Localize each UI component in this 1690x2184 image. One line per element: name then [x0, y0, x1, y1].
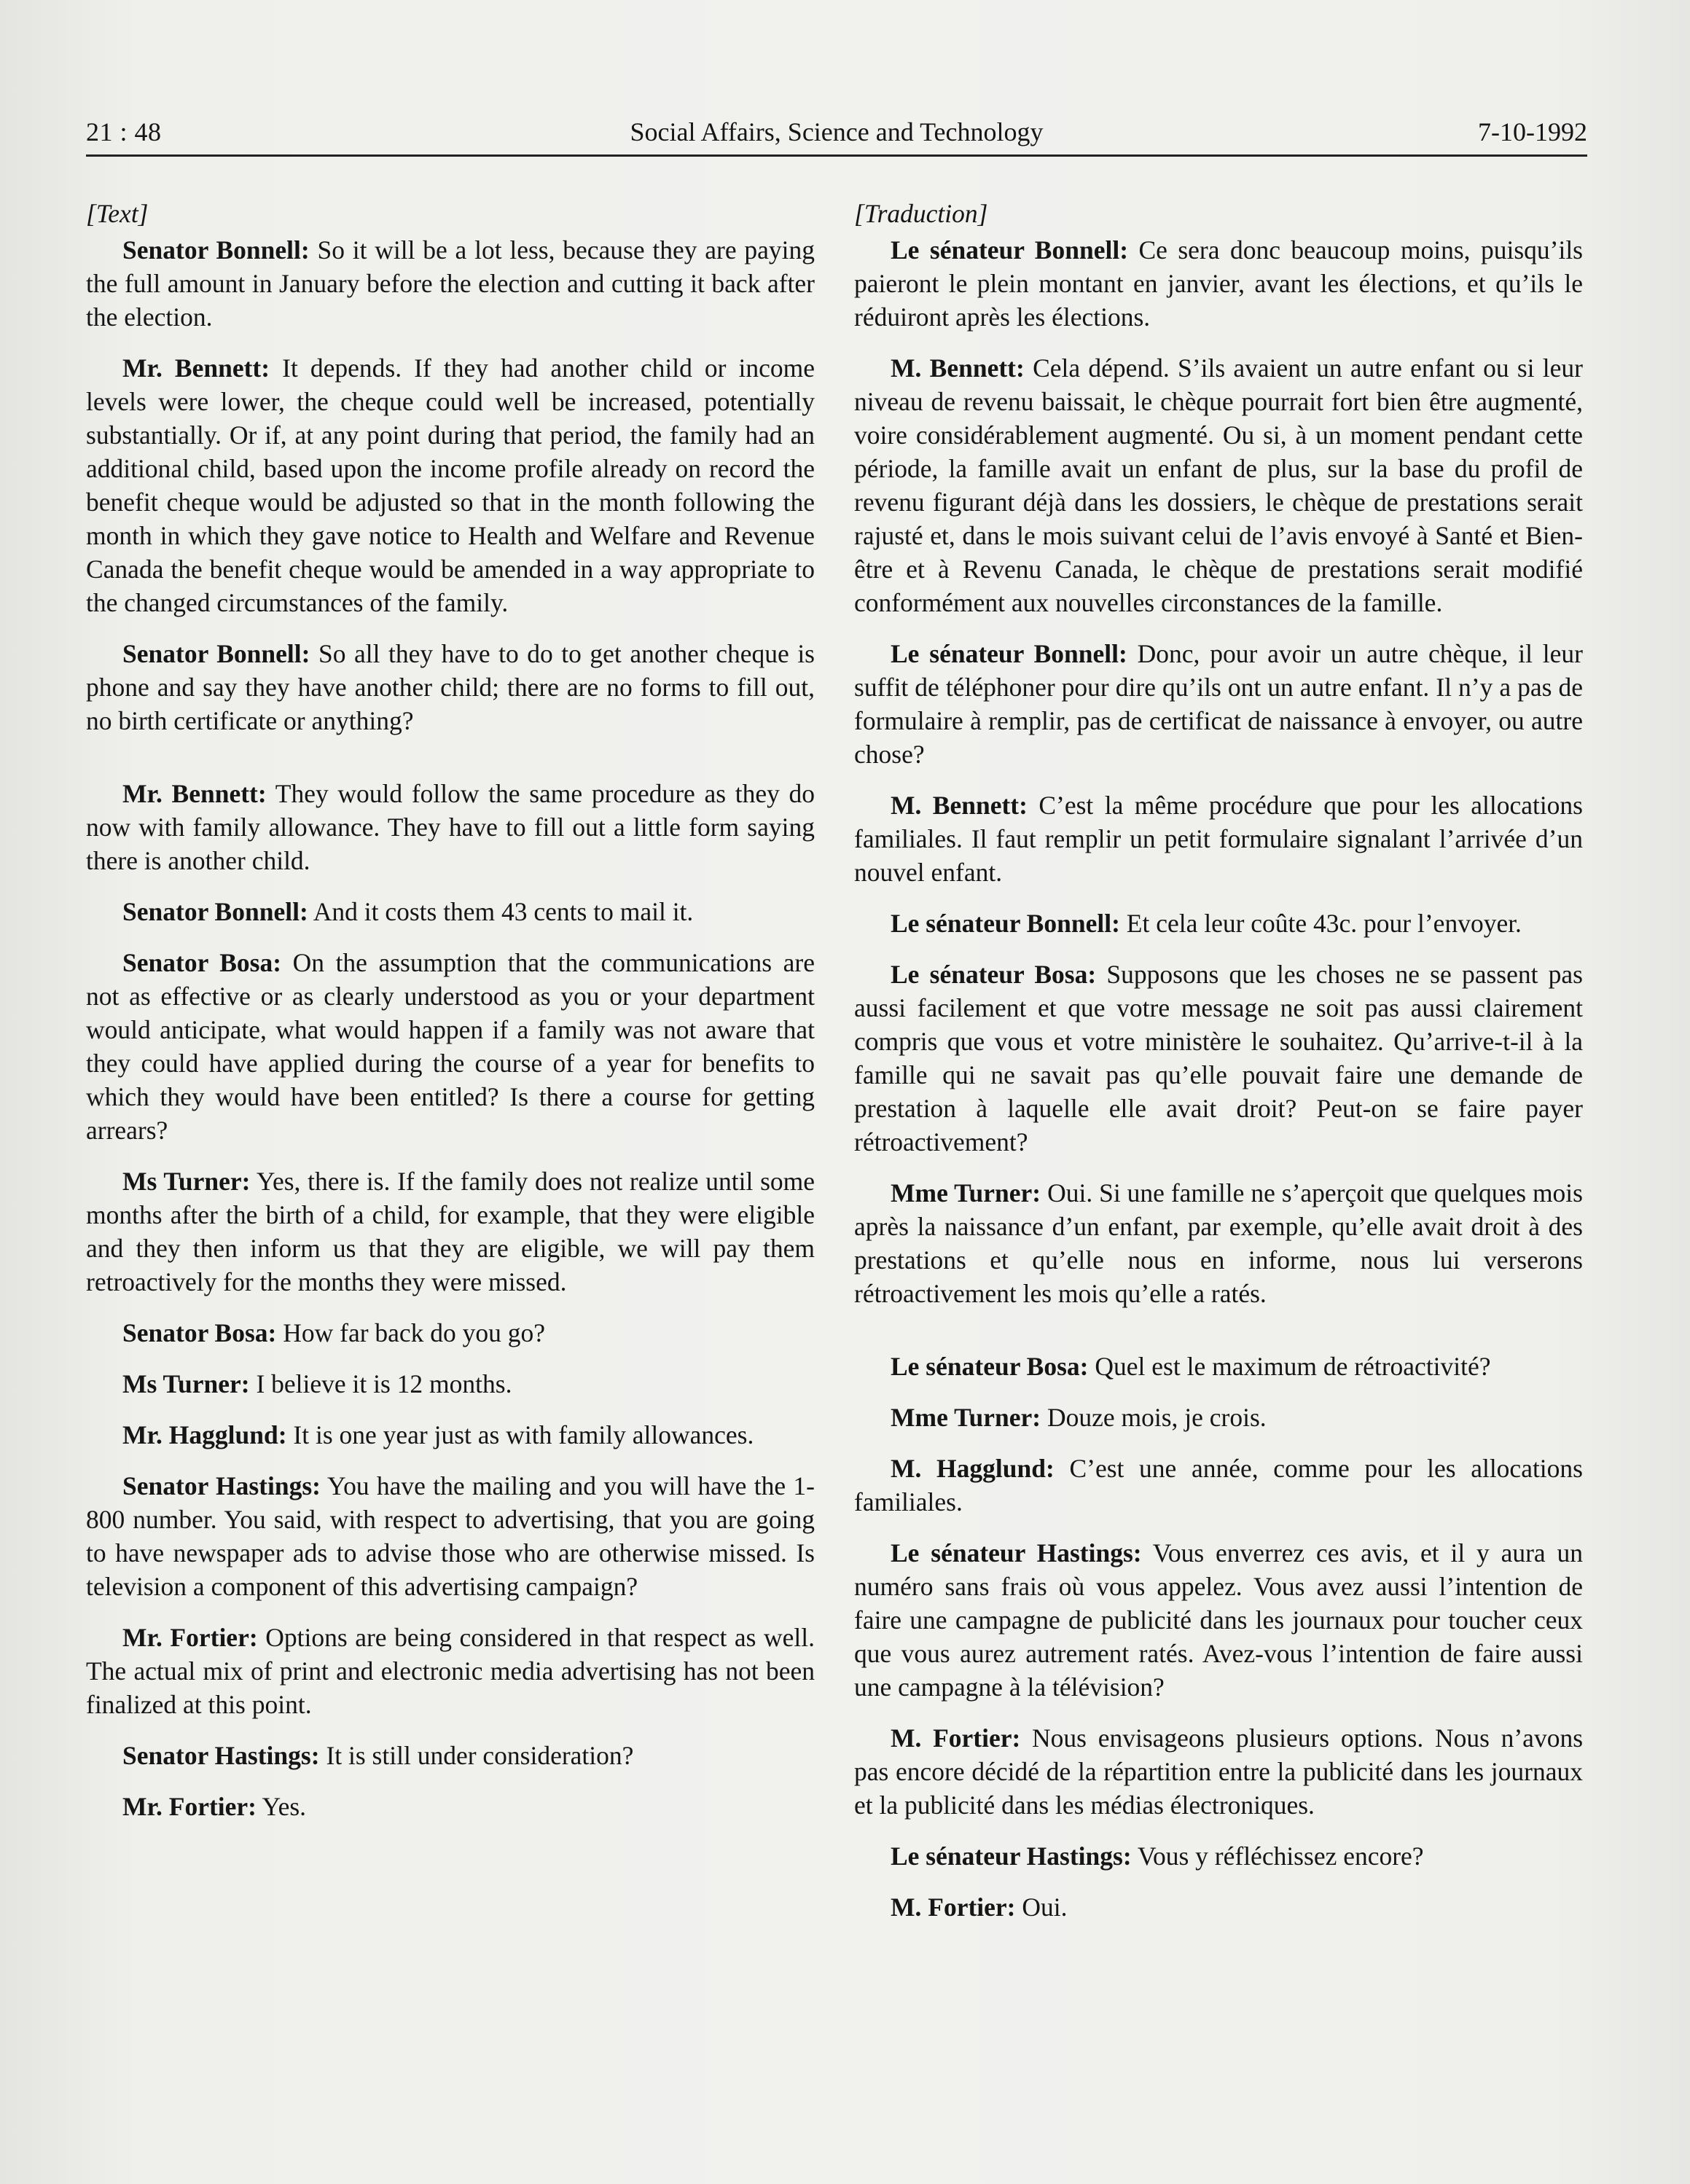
transcript-paragraph — [854, 1890, 1583, 1924]
speech-text: Cela dépend. S’ils avaient un autre enfant ou si leur niveau de revenu baissait, le chèque pourrait fort bien être augmenté, voire considérablement augmenté. Ou si, à un moment pendant cette période, la famille avait un enfant de plus, sur la base du profil de revenu figurant déjà dans les dossiers, le chèque de prestations serait rajusté et, dans le mois suivant celui de l’avis envoyé à Santé et Bien-être et à Revenu Canada, le chèque de prestations serait modifié conformément aux nouvelles circonstances de la famille. — [854, 353, 1584, 617]
speech-text: Oui. Si une famille ne s’aperçoit que quelques mois après la naissance d’un enfant, par exemple, qu’elle avait droit à des prestations et qu’elle nous en informe, nous lui verserons rétroactivement les mois qu’elle a ratés. — [854, 1178, 1583, 1308]
speaker-name: M. Bennett: — [891, 353, 1025, 383]
page-date: 7-10-1992 — [1478, 117, 1587, 146]
transcript-paragraph — [854, 1452, 1583, 1519]
speaker-name: Mme Turner: — [891, 1403, 1041, 1432]
header-rule — [86, 154, 1587, 157]
speech-text: Options are being considered in that respect as well. The actual mix of print and electronic media advertising has not been finalized at this point. — [86, 1623, 815, 1719]
speaker-name: Senator Hastings: — [122, 1471, 321, 1500]
speaker-name: M. Bennett: — [891, 791, 1028, 820]
speaker-name: Senator Bonnell: — [122, 639, 310, 668]
speaker-name: M. Hagglund: — [891, 1454, 1055, 1483]
speech-text: Yes. — [262, 1792, 307, 1821]
speech-text: Yes, there is. If the family does not realize until some months after the birth of a child, for example, that they were eligible and they then inform us that they are eligible, we will pay them retroactively for the months they were missed. — [86, 1167, 815, 1296]
transcript-paragraph — [86, 1165, 815, 1299]
transcript-paragraph — [854, 351, 1583, 619]
speaker-name: Le sénateur Bonnell: — [891, 639, 1127, 668]
page-header — [86, 117, 1587, 160]
speaker-name: Senator Bonnell: — [122, 897, 308, 926]
speaker-name: Le sénateur Bosa: — [891, 1352, 1089, 1381]
speaker-name: M. Fortier: — [891, 1723, 1021, 1753]
transcript-paragraph — [86, 946, 815, 1147]
column-tag: [Traduction] — [854, 199, 988, 228]
speaker-name: Ms Turner: — [122, 1167, 251, 1196]
transcript-paragraph — [854, 907, 1583, 940]
transcript-paragraph — [854, 1350, 1583, 1383]
transcript-paragraph — [86, 1790, 815, 1823]
speaker-name: Ms Turner: — [122, 1369, 250, 1398]
transcript-paragraph — [86, 1316, 815, 1350]
speaker-name: Le sénateur Hastings: — [891, 1538, 1142, 1567]
speech-text: Quel est le maximum de rétroactivité? — [1095, 1352, 1491, 1381]
transcript-paragraph — [86, 233, 815, 334]
speech-text: It depends. If they had another child or income levels were lower, the cheque could well be increased, potentially substantially. Or if, at any point during that period, the family had an additional child, based upon the income profile already on record the benefit cheque would be adjusted so that in the month following the month in which they gave notice to Health and Welfare and Revenue Canada the benefit cheque would be amended in a way appropriate to the changed circumstances of the family. — [86, 353, 815, 617]
speech-text: Donc, pour avoir un autre chèque, il leur suffit de téléphoner pour dire qu’ils ont un autre enfant. Il n’y a pas de formulaire à remplir, pas de certificat de naissance à envoyer, ou autre chose? — [854, 639, 1583, 769]
column-tag: [Text] — [86, 199, 149, 228]
speaker-name: Mme Turner: — [891, 1178, 1041, 1208]
speaker-name: Mr. Bennett: — [122, 779, 267, 808]
speech-text: Douze mois, je crois. — [1047, 1403, 1267, 1432]
speaker-name: Senator Bosa: — [122, 948, 282, 977]
paragraph-spacer — [86, 755, 815, 777]
transcript-paragraph — [854, 1536, 1583, 1704]
transcript-paragraph — [86, 1739, 815, 1772]
speech-text: Supposons que les choses ne se passent pas aussi facilement et que votre message ne soit pas aussi clairement compris que vous et votre ministère le souhaitez. Qu’arrive-t-il à la famille qui ne savait pas qu’elle pouvait faire une demande de prestation à laquelle elle avait droit? Peut-on se faire payer rétroactivement? — [854, 960, 1583, 1156]
speech-text: So all they have to do to get another cheque is phone and say they have another child; there are no forms to fill out, no birth certificate or anything? — [86, 639, 815, 735]
french-column — [854, 197, 1583, 1941]
speaker-name: Mr. Hagglund: — [122, 1420, 287, 1449]
transcript-paragraph — [86, 777, 815, 877]
page-title: Social Affairs, Science and Technology — [630, 117, 1044, 146]
speaker-name: Senator Hastings: — [122, 1741, 320, 1770]
speech-text: On the assumption that the communications are not as effective or as clearly understood as you or your department would anticipate, what would happen if a family was not aware that they could have applied during the course of a year for benefits to which they would have been entitled? Is there a course for getting arrears? — [86, 948, 815, 1145]
transcript-paragraph — [854, 637, 1583, 771]
transcript-paragraph — [854, 788, 1583, 889]
speaker-name: Le sénateur Bonnell: — [891, 235, 1129, 265]
speech-text: It is still under consideration? — [326, 1741, 634, 1770]
speech-text: Vous y réfléchissez encore? — [1137, 1841, 1424, 1871]
transcript-paragraph — [854, 1401, 1583, 1434]
transcript-paragraph — [854, 1839, 1583, 1873]
transcript-paragraph — [86, 351, 815, 619]
transcript-paragraph — [854, 1176, 1583, 1310]
speech-text: C’est la même procédure que pour les allocations familiales. Il faut remplir un petit formulaire signalant l’arrivée d’un nouvel enfant. — [854, 791, 1583, 887]
transcript-paragraph — [86, 1367, 815, 1401]
speech-text: I believe it is 12 months. — [256, 1369, 512, 1398]
speaker-name: Le sénateur Hastings: — [891, 1841, 1132, 1871]
speaker-name: Mr. Bennett: — [122, 353, 270, 383]
transcript-paragraph — [86, 1621, 815, 1721]
transcript-paragraph — [854, 1721, 1583, 1822]
transcript-paragraph — [854, 233, 1583, 334]
speech-text: And it costs them 43 cents to mail it. — [313, 897, 694, 926]
speaker-name: Le sénateur Bosa: — [891, 960, 1097, 989]
speech-text: Et cela leur coûte 43c. pour l’envoyer. — [1126, 909, 1522, 938]
page-number: 21 : 48 — [86, 117, 162, 146]
transcript-paragraph — [86, 1418, 815, 1452]
speech-text: Ce sera donc beaucoup moins, puisqu’ils paieront le plein montant en janvier, avant les élections, et qu’ils le réduiront après les élections. — [854, 235, 1583, 332]
speech-text: You have the mailing and you will have the 1-800 number. You said, with respect to advertising, that you are going to have newspaper ads to advise those who are otherwise missed. Is television a component of this advertising campaign? — [86, 1471, 815, 1601]
speech-text: Vous enverrez ces avis, et il y aura un numéro sans frais où vous appelez. Vous avez aussi l’intention de faire une campagne de publicité dans les journaux pour toucher ceux que vous aurez autrement ratés. Avez-vous l’intention de faire aussi une campagne à la télévision? — [854, 1538, 1583, 1702]
transcript-paragraph — [86, 637, 815, 737]
speech-text: Nous envisageons plusieurs options. Nous n’avons pas encore décidé de la répartition entre la publicité dans les journaux et la publicité dans les médias électroniques. — [854, 1723, 1584, 1820]
speaker-name: Mr. Fortier: — [122, 1792, 257, 1821]
speech-text: Oui. — [1022, 1893, 1068, 1922]
speaker-name: Senator Bosa: — [122, 1318, 277, 1347]
transcript-paragraph — [86, 1469, 815, 1603]
speech-text: How far back do you go? — [283, 1318, 546, 1347]
speaker-name: Mr. Fortier: — [122, 1623, 258, 1652]
speaker-name: Senator Bonnell: — [122, 235, 310, 265]
speech-text: C’est une année, comme pour les allocations familiales. — [854, 1454, 1583, 1516]
speaker-name: Le sénateur Bonnell: — [891, 909, 1120, 938]
english-column — [86, 197, 815, 1841]
speech-text: It is one year just as with family allowances. — [293, 1420, 754, 1449]
speech-text: So it will be a lot less, because they are paying the full amount in January before the election and cutting it back after the election. — [86, 235, 815, 332]
paragraph-spacer — [854, 1328, 1583, 1350]
speech-text: They would follow the same procedure as they do now with family allowance. They have to fill out a little form saying there is another child. — [86, 779, 815, 875]
transcript-paragraph — [86, 895, 815, 928]
speaker-name: M. Fortier: — [891, 1893, 1016, 1922]
transcript-paragraph — [854, 958, 1583, 1159]
